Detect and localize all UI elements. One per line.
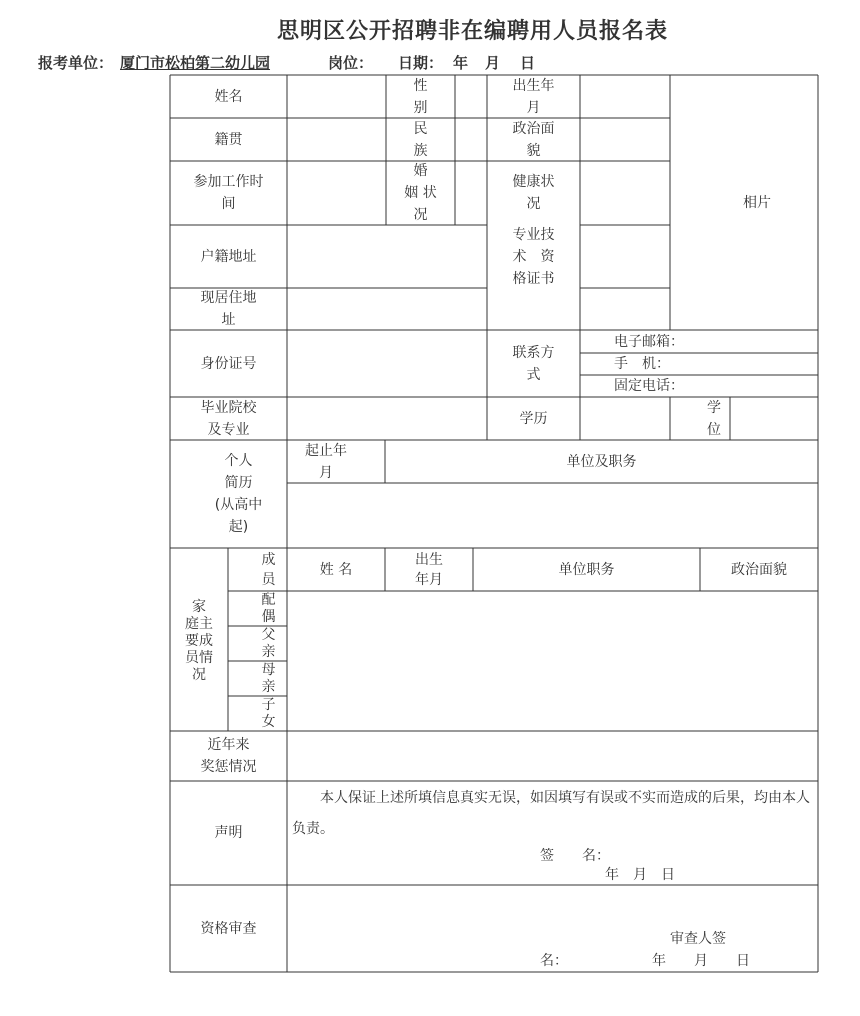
label-degree: 学 位 xyxy=(707,399,721,438)
label-declaration: 声明 xyxy=(214,825,243,841)
date-month: 月 xyxy=(485,54,501,72)
label-education: 学历 xyxy=(519,410,548,427)
residence-field[interactable] xyxy=(287,288,670,330)
native-field[interactable] xyxy=(287,118,386,161)
rewards-field[interactable] xyxy=(287,731,818,781)
label-name: 姓名 xyxy=(214,88,243,105)
education-field[interactable] xyxy=(580,397,670,440)
label-landline: 固定电话： xyxy=(614,378,684,394)
birth-field[interactable] xyxy=(580,75,670,118)
date-label: 日期： xyxy=(398,54,444,72)
review-date: 年 月 日 xyxy=(652,953,750,969)
label-ethnic: 民 族 xyxy=(413,120,428,159)
label-rewards: 近年来 奖惩情况 xyxy=(200,737,257,775)
unit-label: 报考单位： xyxy=(38,54,114,72)
work-start-field[interactable] xyxy=(287,161,386,225)
declaration-text: 本人保证上述所填信息真实无误，如因填写有误或不实而造成的后果，均由本人负责。 xyxy=(292,790,810,837)
photo-area[interactable]: 相片 xyxy=(743,194,771,211)
label-fam-name: 姓 名 xyxy=(319,561,353,578)
political-field[interactable] xyxy=(580,118,670,161)
label-contact: 联系方 式 xyxy=(512,344,555,383)
date-day: 日 xyxy=(520,54,536,72)
family-members-field[interactable] xyxy=(287,591,818,731)
label-resume-period: 起止年 月 xyxy=(305,442,347,481)
sign-label: 签 名： xyxy=(540,848,610,864)
label-resume: 个人 简历 (从高中 起) xyxy=(214,453,263,535)
label-email: 电子邮箱： xyxy=(614,334,684,350)
tech-cert-field[interactable] xyxy=(580,225,670,288)
label-fam-birth: 出生 年月 xyxy=(415,551,443,588)
school-field[interactable] xyxy=(287,397,487,440)
label-fam-post: 单位职务 xyxy=(558,561,615,578)
label-resume-post: 单位及职务 xyxy=(566,453,637,470)
reviewer-sign-a: 审查人签 xyxy=(670,931,726,947)
label-hukou: 户籍地址 xyxy=(200,248,257,265)
health-field[interactable] xyxy=(580,161,670,225)
post-label: 岗位： xyxy=(328,54,374,72)
resume-field[interactable] xyxy=(287,483,818,548)
label-native: 籍贯 xyxy=(214,131,243,148)
label-birth: 出生年 月 xyxy=(512,77,555,116)
label-residence: 现居住地 址 xyxy=(200,290,257,328)
unit-value: 厦门市松柏第二幼儿园 xyxy=(120,54,271,72)
label-health: 健康状 况 xyxy=(512,174,555,212)
label-mother: 母 亲 xyxy=(261,661,276,695)
label-child: 子 女 xyxy=(261,696,276,730)
label-gender: 性 别 xyxy=(413,77,428,116)
label-tech-cert: 专业技 术 资 格证书 xyxy=(512,226,555,287)
label-school: 毕业院校 及专业 xyxy=(200,399,257,438)
page-title: 思明区公开招聘非在编聘用人员报名表 xyxy=(276,19,668,44)
label-family: 家 庭主 要成 员情 况 xyxy=(185,598,213,683)
name-field[interactable] xyxy=(287,75,386,118)
marital-field[interactable] xyxy=(455,161,487,225)
label-review: 资格审查 xyxy=(200,920,257,937)
degree-field[interactable] xyxy=(730,397,818,440)
label-id-no: 身份证号 xyxy=(200,355,257,372)
label-member: 成 员 xyxy=(261,551,276,588)
sign-date: 年 月 日 xyxy=(605,867,675,883)
label-fam-political: 政治面貌 xyxy=(731,561,787,578)
label-mobile: 手 机： xyxy=(614,356,670,372)
label-marital: 婚 姻 状 况 xyxy=(404,163,437,223)
gender-field[interactable] xyxy=(455,75,487,118)
label-spouse: 配 偶 xyxy=(261,591,276,625)
label-political: 政治面 貌 xyxy=(512,120,555,159)
reviewer-sign-b: 名： xyxy=(540,953,568,969)
hukou-field[interactable] xyxy=(287,225,487,288)
ethnic-field[interactable] xyxy=(455,118,487,161)
label-father: 父 亲 xyxy=(261,626,276,660)
date-year: 年 xyxy=(453,54,469,72)
id-no-field[interactable] xyxy=(287,330,487,397)
label-work-start: 参加工作时 间 xyxy=(193,174,264,212)
